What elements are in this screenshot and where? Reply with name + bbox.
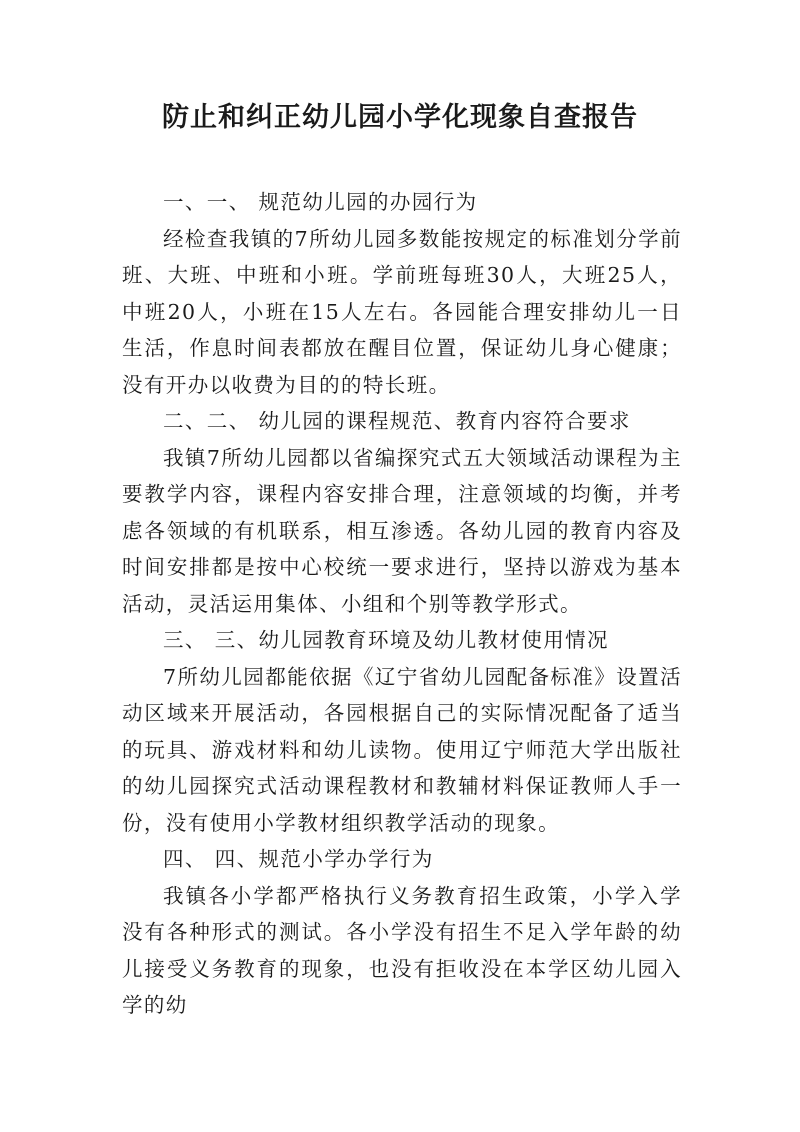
section-4-body: 我镇各小学都严格执行义务教育招生政策，小学入学没有各种形式的测试。各小学没有招生不足入学年龄的幼儿接受义务教育的现象，也没有拒收没在本学区幼儿园入学的幼 (122, 883, 682, 1017)
section-4-heading: 四、 四、规范小学办学行为 (163, 847, 434, 871)
section-2-heading: 二、二、 幼儿园的课程规范、教育内容符合要求 (163, 409, 631, 433)
document-title: 防止和纠正幼儿园小学化现象自查报告 (162, 102, 638, 133)
section-3-heading: 三、 三、幼儿园教育环境及幼儿教材使用情况 (163, 628, 609, 652)
section-1-heading: 一、一、 规范幼儿园的办园行为 (163, 190, 478, 214)
section-1-body: 经检查我镇的7所幼儿园多数能按规定的标准划分学前班、大班、中班和小班。学前班每班30人，大班25人，中班20人，小班在15人左右。各园能合理安排幼儿一日生活，作息时间表都放在醒目位置，保证幼儿身心健康；没有开办以收费为目的的特长班。 (122, 226, 682, 397)
document-body (122, 184, 682, 1024)
section-3-body: 7所幼儿园都能依据《辽宁省幼儿园配备标准》设置活动区域来开展活动，各园根据自己的实际情况配备了适当的玩具、游戏材料和幼儿读物。使用辽宁师范大学出版社的幼儿园探究式活动课程教材和教辅材料保证教师人手一份，没有使用小学教材组织教学活动的现象。 (122, 664, 682, 835)
section-2-body: 我镇7所幼儿园都以省编探究式五大领域活动课程为主要教学内容，课程内容安排合理，注意领域的均衡，并考虑各领域的有机联系，相互渗透。各幼儿园的教育内容及时间安排都是按中心校统一要求进行，坚持以游戏为基本活动，灵活运用集体、小组和个别等教学形式。 (122, 445, 682, 616)
